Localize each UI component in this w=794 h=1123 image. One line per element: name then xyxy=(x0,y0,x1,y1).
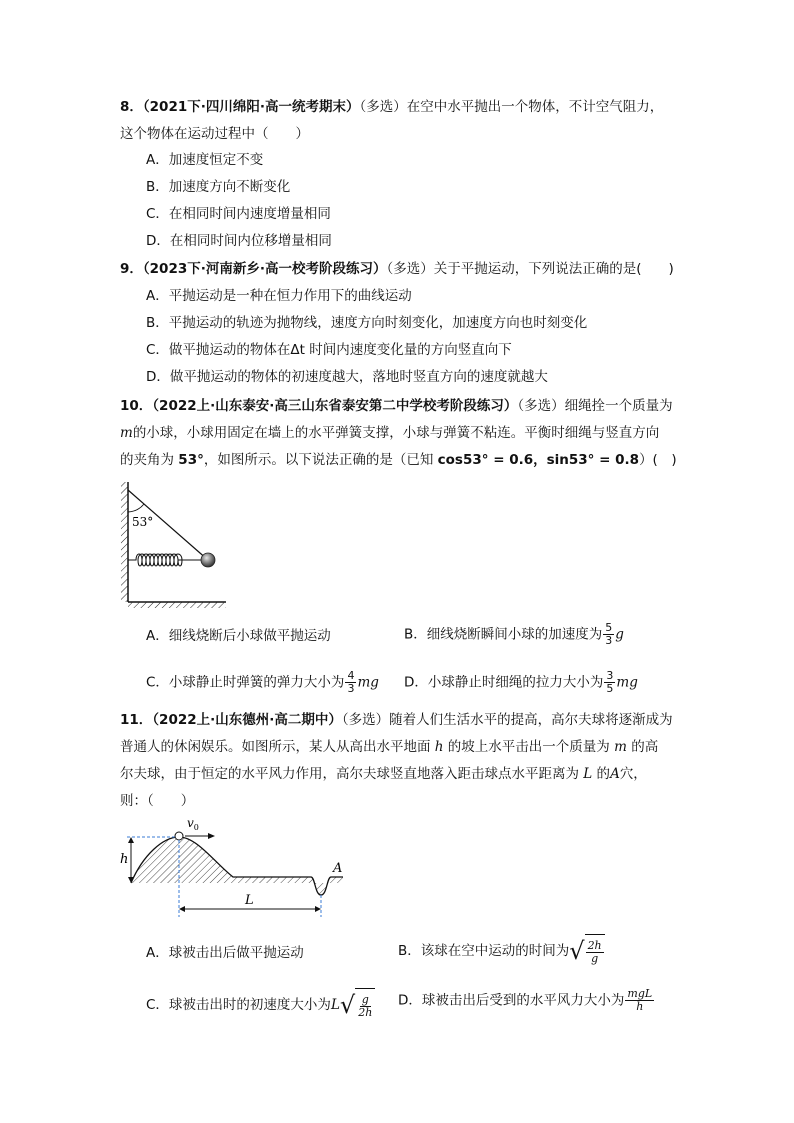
question-text: 这个物体在运动过程中（ ） xyxy=(120,126,309,142)
a-label: A xyxy=(333,861,343,876)
question-text: 则：（ ） xyxy=(120,793,195,809)
floor-hatch xyxy=(128,602,226,608)
question-tag: （多选） xyxy=(517,398,565,414)
question-8-stem xyxy=(120,94,680,121)
option-d[interactable] xyxy=(404,670,638,695)
fraction xyxy=(586,940,604,965)
golf-ball xyxy=(175,832,183,840)
question-source: （2021下·四川绵阳·高一统考期末） xyxy=(142,99,360,115)
var-g: g xyxy=(615,626,624,643)
denominator: 5 xyxy=(606,682,614,695)
angle-label: 53° xyxy=(132,515,154,529)
l-arrow-right xyxy=(315,906,321,912)
numerator: 3 xyxy=(606,669,614,682)
option-c[interactable]: C．在相同时间内速度增量相同 xyxy=(146,206,331,222)
question-source: （2023下·河南新乡·高一校考阶段练习） xyxy=(142,261,387,277)
var-L: L xyxy=(330,997,340,1013)
numerator: g xyxy=(361,992,369,1006)
v0-label-v: v xyxy=(187,816,194,830)
option-d[interactable]: D．做平抛运动的物体的初速度越大，落地时竖直方向的速度就越大 xyxy=(146,369,548,385)
fraction xyxy=(625,988,654,1013)
var-h: h xyxy=(434,739,444,755)
option-a[interactable]: A．平抛运动是一种在恒力作用下的曲线运动 xyxy=(146,288,412,304)
option-b[interactable]: B．加速度方向不断变化 xyxy=(146,179,291,195)
question-number: 11． xyxy=(120,712,153,728)
question-11-stem xyxy=(120,707,680,734)
question-text xyxy=(120,420,680,447)
spring-ball-figure xyxy=(120,480,240,610)
sqrt xyxy=(340,988,375,1022)
denominator: g xyxy=(591,951,599,965)
option-text: C．小球静止时弹簧的弹力大小为 xyxy=(146,674,345,691)
ground-hatch xyxy=(131,837,343,895)
question-tag: （多选） xyxy=(341,712,390,728)
option-a[interactable]: A．加速度恒定不变 xyxy=(146,152,264,168)
h-label: h xyxy=(120,852,129,867)
sqrt xyxy=(569,934,604,968)
question-text: 普通人的休闲娱乐。如图所示，某人从高出水平地面 xyxy=(120,739,435,755)
fraction xyxy=(603,622,614,647)
question-text: 的 xyxy=(592,766,611,782)
l-arrow-left xyxy=(179,906,185,912)
option-b[interactable] xyxy=(404,622,624,647)
option-c[interactable] xyxy=(146,988,375,1022)
question-text: 细绳拴一个质量为 xyxy=(564,398,673,414)
option-text: B．该球在空中运动的时间为 xyxy=(398,943,570,959)
denominator: 3 xyxy=(347,682,355,695)
var-mg: mg xyxy=(616,674,638,691)
numerator: mgL xyxy=(627,987,653,1000)
question-text: 随着人们生活水平的提高，高尔夫球将逐渐成为 xyxy=(389,712,673,728)
question-source: （2022上·山东泰安·高三山东省泰安第二中学校考阶段练习） xyxy=(152,398,518,414)
option-c[interactable] xyxy=(146,670,379,695)
option-b[interactable] xyxy=(398,934,605,968)
var-m: m xyxy=(614,739,627,755)
v0-label xyxy=(187,816,199,832)
question-text: ，如图所示。以下说法正确的是（已知 xyxy=(203,452,438,468)
question-text: ）( ) xyxy=(639,452,677,468)
l-label: L xyxy=(245,893,254,908)
question-number: 10． xyxy=(120,398,153,414)
question-number: 9． xyxy=(120,261,143,277)
option-text: C．球被击出时的初速度大小为 xyxy=(146,997,331,1013)
h-arrow-top xyxy=(128,837,134,843)
option-text: B．细线烧断瞬间小球的加速度为 xyxy=(404,626,603,643)
option-text: D．球被击出后受到的水平风力大小为 xyxy=(398,992,625,1009)
radicand xyxy=(355,988,375,1022)
option-a[interactable]: A．细线烧断后小球做平抛运动 xyxy=(146,628,331,644)
radical-sign: √ xyxy=(339,991,356,1019)
v0-arrowhead xyxy=(208,833,215,839)
question-tag: （多选） xyxy=(359,99,407,115)
question-9 xyxy=(120,256,680,283)
angle-arc xyxy=(128,504,144,512)
trig-values: cos53° = 0.6，sin53° = 0.8 xyxy=(437,452,640,468)
option-b[interactable]: B．平抛运动的轨迹为抛物线，速度方向时刻变化，加速度方向也时刻变化 xyxy=(146,315,588,331)
question-10-stem xyxy=(120,393,680,420)
radicand xyxy=(585,934,605,968)
question-9-stem xyxy=(120,256,680,283)
fraction xyxy=(356,994,374,1019)
var-L: L xyxy=(583,766,593,782)
spring xyxy=(128,554,201,566)
question-text: 的坡上水平击出一个质量为 xyxy=(443,739,615,755)
option-d[interactable]: D．在相同时间内位移增量相同 xyxy=(146,233,332,249)
question-text: 在空中水平抛出一个物体，不计空气阻力， xyxy=(406,99,664,115)
option-a[interactable]: A．球被击出后做平抛运动 xyxy=(146,945,304,961)
numerator: 2h xyxy=(587,938,602,952)
question-10 xyxy=(120,393,680,474)
option-c[interactable]: C．做平抛运动的物体在Δt 时间内速度变化量的方向竖直向下 xyxy=(146,342,512,358)
question-8 xyxy=(120,94,680,148)
question-11 xyxy=(120,707,680,815)
question-tag: （多选） xyxy=(386,261,434,277)
question-text: 关于平抛运动，下列说法正确的是( ) xyxy=(433,261,674,277)
question-text xyxy=(120,734,680,761)
question-text: 的高 xyxy=(626,739,659,755)
ball xyxy=(201,553,215,567)
var-A: A xyxy=(610,766,620,782)
option-d[interactable] xyxy=(398,988,655,1013)
var-mg: mg xyxy=(357,674,379,691)
question-source: （2022上·山东德州·高二期中） xyxy=(152,712,342,728)
question-number: 8． xyxy=(120,99,143,115)
denominator: h xyxy=(636,1000,644,1013)
denominator: 2h xyxy=(358,1005,373,1019)
numerator: 4 xyxy=(347,669,355,682)
fraction xyxy=(345,670,356,695)
question-text xyxy=(120,761,680,788)
question-text: 的夹角为 xyxy=(120,452,179,468)
numerator: 5 xyxy=(605,621,613,634)
v0-label-sub: 0 xyxy=(193,823,199,832)
question-text: 尔夫球，由于恒定的水平风力作用，高尔夫球竖直地落入距击球点水平距离为 xyxy=(120,766,584,782)
fraction xyxy=(604,670,615,695)
question-text: 穴， xyxy=(619,766,647,782)
question-text: 的小球，小球用固定在墙上的水平弹簧支撑，小球与弹簧不粘连。平衡时细绳与竖直方向 xyxy=(132,425,660,441)
denominator: 3 xyxy=(605,634,613,647)
question-text xyxy=(120,447,680,474)
angle-value: 53° xyxy=(178,452,204,468)
var-m: m xyxy=(120,425,133,441)
golf-hill-figure xyxy=(115,815,355,920)
option-text: D．小球静止时细绳的拉力大小为 xyxy=(404,674,604,691)
radical-sign: √ xyxy=(569,937,585,965)
wall-hatch xyxy=(121,482,128,602)
